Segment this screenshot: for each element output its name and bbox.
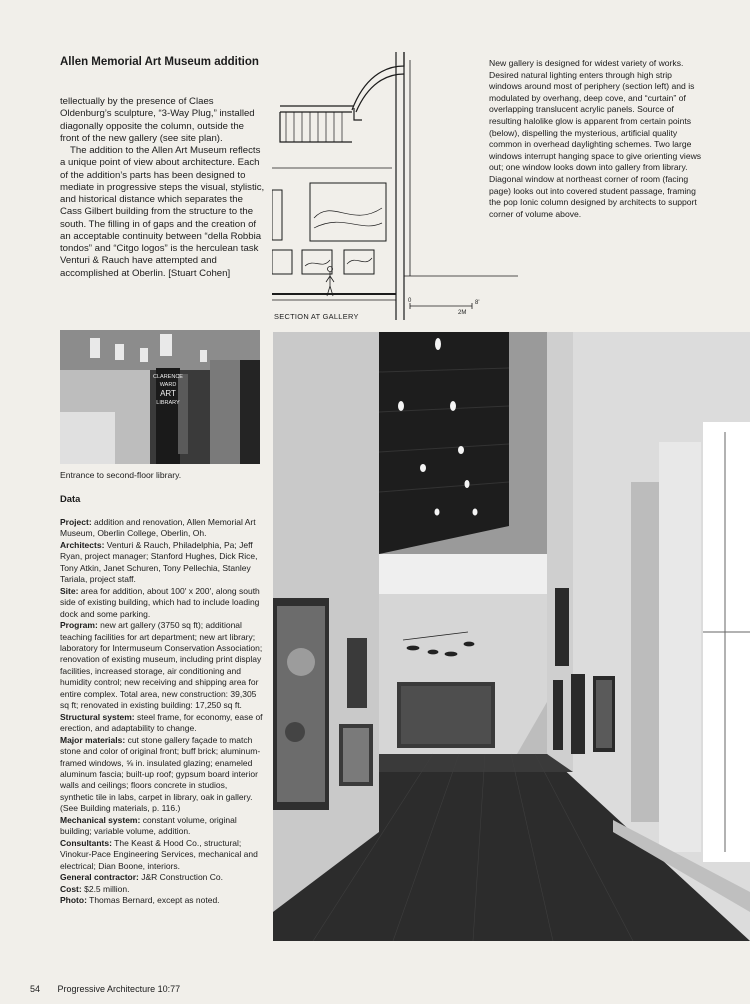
scale-zero: 0 bbox=[408, 298, 412, 304]
data-label: Photo: bbox=[60, 894, 87, 905]
sign-line: CLARENCE bbox=[153, 374, 183, 380]
data-item-site bbox=[60, 586, 263, 620]
section-label: SECTION AT GALLERY bbox=[274, 312, 359, 321]
data-text: Thomas Bernard, except as noted. bbox=[89, 894, 220, 905]
data-label: General contractor: bbox=[60, 872, 139, 883]
data-text: cut stone gallery façade to match stone and color of original front; buff brick; aluminum-framed windows, ⅝ in. insulated glazing; enameled aluminum fascia; built-up roof; gypsum board interior walls and ceilings; floors concrete in studios, synthetic tile in labs, carpet in library, oak in gallery. (See Building materials, p. 116.) bbox=[60, 734, 261, 814]
gallery-description: New gallery is designed for widest variety of works. Desired natural lighting enters through high strip windows around most of periphery (section left) and is modulated by overhang, deep cove, and “curtain” of overlapping translucent acrylic panels. Source of resulting halolike glow is apparent from certain points (below), dispelling the mysterious, artificial quality common in overhead daylighting schemes. Two large windows interrupt hanging space to give orienting views out; one window looks down into gallery from library. Diagonal window at northeast corner of room (facing page) looks out into covered student passage, framing the pop Ionic column designed by architects to support corner of volume above. bbox=[489, 58, 702, 219]
article-title: Allen Memorial Art Museum addition bbox=[60, 56, 259, 68]
data-item-photo bbox=[60, 895, 263, 906]
publication-name: Progressive Architecture 10:77 bbox=[57, 984, 181, 994]
section-drawing bbox=[272, 38, 520, 322]
data-item-project bbox=[60, 517, 263, 540]
library-photo-caption: Entrance to second-floor library. bbox=[60, 470, 182, 480]
scale-meters: 2M bbox=[458, 310, 467, 316]
data-label: Mechanical system: bbox=[60, 814, 141, 825]
data-list bbox=[60, 517, 263, 906]
data-text: The Keast & Hood Co., structural; Vinokur-Pace Engineering Services, mechanical and electrical; Dian Boone, interiors. bbox=[60, 837, 258, 871]
sign-line: ART bbox=[160, 389, 176, 398]
intro-text bbox=[60, 96, 265, 280]
data-item-consultants bbox=[60, 838, 263, 872]
data-text: $2.5 million. bbox=[84, 883, 130, 894]
data-label: Site: bbox=[60, 585, 79, 596]
data-label: Major materials: bbox=[60, 734, 126, 745]
data-item-contractor bbox=[60, 872, 263, 883]
data-item-cost bbox=[60, 884, 263, 895]
data-text: new art gallery (3750 sq ft); additional teaching facilities for art department; new art library; laboratory for Intermuseum Conservation Association; renovation of existing museum, including print display facilities, increased storage, air conditioning and humidity control; new receiving and shipping area for entire complex. Total area, new construction: 39,305 sq ft; renovated in existing building: 17,250 sq ft. bbox=[60, 620, 263, 711]
data-item-materials bbox=[60, 735, 263, 815]
page-footer bbox=[30, 984, 180, 994]
data-label: Structural system: bbox=[60, 711, 135, 722]
gallery-interior-photo bbox=[273, 332, 750, 941]
data-item-structural bbox=[60, 712, 263, 735]
scale-feet: 8' bbox=[475, 300, 480, 306]
sign-line: WARD bbox=[159, 382, 177, 388]
data-text: Venturi & Rauch, Philadelphia, Pa; Jeff Ryan, project manager; Stanford Hughes, Dick Rice, Tony Atkin, Janet Schuren, Tony Pellechia, Stanley Tariala, project staff. bbox=[60, 539, 258, 585]
intro-paragraph: The addition to the Allen Art Museum reflects a unique point of view about architecture. Each of the addition’s parts has been designed to mediate in progressive steps the visual, stylistic, and historical distance which separates the Cass Gilbert building from the structure to the south. The filling in of gaps and the creation of an acceptable continuity between “della Robbia tondos” and “Citgo logos” is the herculean task Venturi & Rauch have attempted and accomplished at Oberlin. [Stuart Cohen] bbox=[60, 145, 265, 279]
intro-paragraph: tellectually by the presence of Claes Oldenburg’s sculpture, “3-Way Plug,” installed diagonally opposite the column, outside the front of the new gallery (see site plan). bbox=[60, 96, 255, 144]
sign-line: LIBRARY bbox=[156, 400, 180, 406]
data-label: Architects: bbox=[60, 539, 105, 550]
data-item-mechanical bbox=[60, 815, 263, 838]
page-number: 54 bbox=[30, 984, 41, 994]
data-item-program bbox=[60, 620, 263, 712]
data-label: Cost: bbox=[60, 883, 82, 894]
data-label: Consultants: bbox=[60, 837, 112, 848]
library-entrance-photo bbox=[60, 330, 260, 464]
data-text: constant volume, original building; variable volume, addition. bbox=[60, 814, 237, 837]
data-text: area for addition, about 100′ x 200′, along south side of existing building, which had to include loading dock and some parking. bbox=[60, 585, 260, 619]
data-text: steel frame, for economy, ease of erection, and adaptability to change. bbox=[60, 711, 263, 734]
data-label: Program: bbox=[60, 620, 98, 631]
data-text: addition and renovation, Allen Memorial Art Museum, Oberlin College, Oberlin, Oh. bbox=[60, 517, 256, 539]
data-item-architects bbox=[60, 540, 263, 586]
data-text: J&R Construction Co. bbox=[141, 872, 223, 883]
data-label: Project: bbox=[60, 517, 92, 527]
data-heading: Data bbox=[60, 493, 81, 504]
